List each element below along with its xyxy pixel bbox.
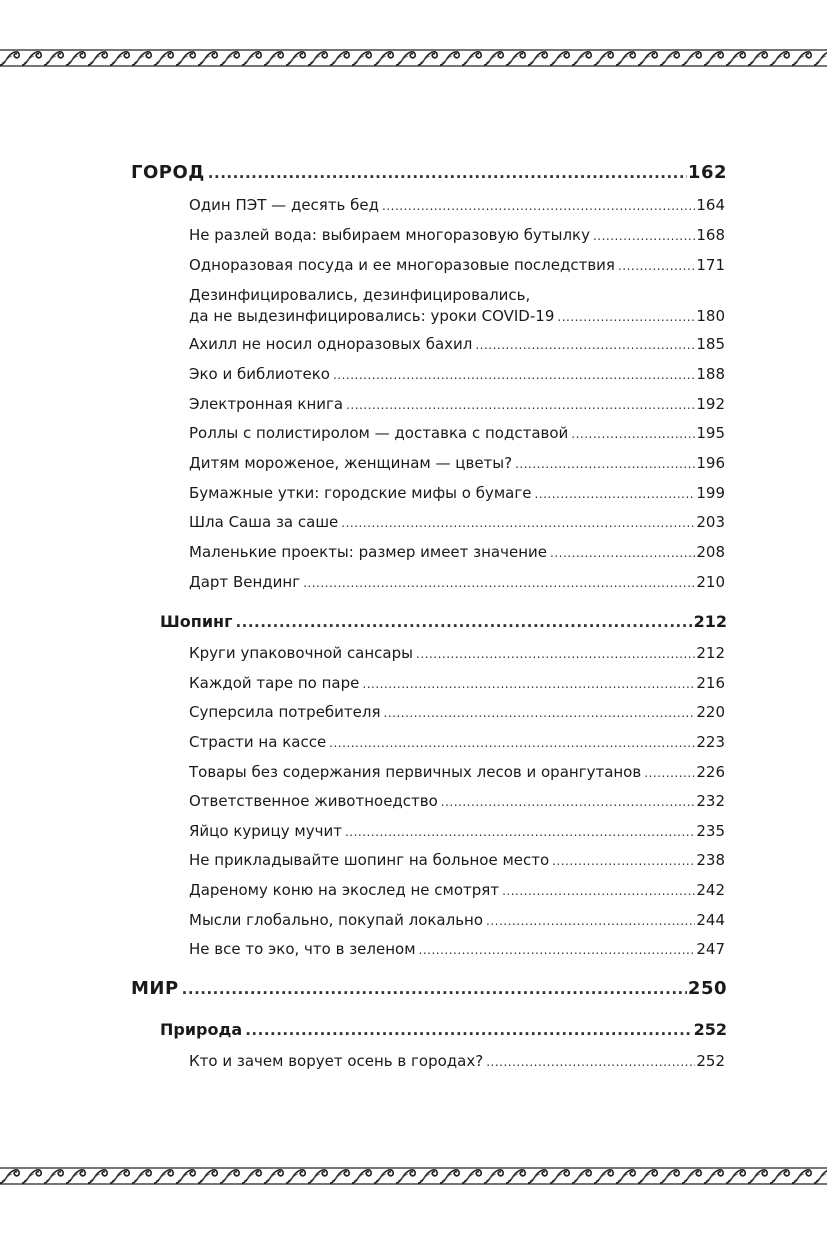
toc-section-title: ГОРОД xyxy=(131,162,205,183)
toc-entry-line2 xyxy=(189,306,725,328)
toc-entry-title: Не прикладывайте шопинг на больное место xyxy=(189,851,550,869)
toc-entry-title: Круги упаковочной сансары xyxy=(189,644,413,662)
toc-entry[interactable] xyxy=(189,851,725,869)
toc-page-number: 212 xyxy=(696,644,725,662)
toc-page-number: 252 xyxy=(693,1020,727,1039)
toc-leader-dots xyxy=(475,338,695,352)
toc-page-number: 210 xyxy=(696,573,725,591)
toc-entry[interactable] xyxy=(189,573,725,591)
toc-subsection-title: Природа xyxy=(160,1020,243,1039)
toc-leader-dots xyxy=(571,427,695,441)
toc-entry[interactable] xyxy=(189,822,725,840)
toc-leader-dots xyxy=(502,884,695,898)
toc-entry-title: Не все то эко, что в зеленом xyxy=(189,940,416,958)
toc-leader-dots xyxy=(182,980,687,998)
toc-entry[interactable] xyxy=(189,484,725,502)
toc-leader-dots xyxy=(552,854,695,868)
toc-entry[interactable] xyxy=(189,674,725,692)
toc-page-number: 164 xyxy=(696,196,725,214)
toc-entry-title: Кто и зачем ворует осень в городах? xyxy=(189,1052,484,1070)
toc-entry-title: Товары без содержания первичных лесов и орангутанов xyxy=(189,763,642,781)
toc-page-number: 232 xyxy=(696,792,725,810)
toc-entry-title: Страсти на кассе xyxy=(189,733,327,751)
toc-leader-dots xyxy=(644,766,695,780)
toc-entry-multiline[interactable] xyxy=(189,285,725,328)
toc-leader-dots xyxy=(345,825,695,839)
toc-entry-title: Эко и библиотеко xyxy=(189,365,330,383)
toc-entry-title: Маленькие проекты: размер имеет значение xyxy=(189,543,548,561)
toc-leader-dots xyxy=(362,677,695,691)
toc-subsection-priroda[interactable] xyxy=(160,1020,727,1039)
toc-leader-dots xyxy=(534,487,695,501)
toc-entry[interactable] xyxy=(189,196,725,214)
toc-page-number: 168 xyxy=(696,226,725,244)
toc-page-number: 235 xyxy=(696,822,725,840)
toc-leader-dots xyxy=(486,1055,695,1069)
toc-entry-title: Не разлей вода: выбираем многоразовую бутылку xyxy=(189,226,590,244)
toc-subsection-shoping[interactable] xyxy=(160,612,727,631)
toc-page-number: 250 xyxy=(687,978,727,999)
toc-entry[interactable] xyxy=(189,395,725,413)
toc-leader-dots xyxy=(550,546,695,560)
toc-page-number: 212 xyxy=(693,612,727,631)
toc-entry-title: Каждой таре по паре xyxy=(189,674,360,692)
toc-leader-dots xyxy=(515,457,695,471)
toc-leader-dots xyxy=(329,736,695,750)
toc-entry[interactable] xyxy=(189,792,725,810)
toc-entry[interactable] xyxy=(189,703,725,721)
toc-page-number: 192 xyxy=(696,395,725,413)
toc-leader-dots xyxy=(382,199,695,213)
toc-leader-dots xyxy=(303,576,695,590)
toc-entry-title: Роллы с полистиролом — доставка с подставой xyxy=(189,424,569,442)
toc-page-number: 247 xyxy=(696,940,725,958)
toc-page-number: 226 xyxy=(696,763,725,781)
toc-entry[interactable] xyxy=(189,911,725,929)
toc-entry[interactable] xyxy=(189,940,725,958)
toc-page-number: 188 xyxy=(696,365,725,383)
toc-entry[interactable] xyxy=(189,335,725,353)
toc-entry[interactable] xyxy=(189,365,725,383)
toc-subsection-title: Шопинг xyxy=(160,612,233,631)
toc-section-title: МИР xyxy=(131,978,179,999)
toc-page-number: 162 xyxy=(687,162,727,183)
toc-entry[interactable] xyxy=(189,256,725,274)
toc-entry-title: Суперсила потребителя xyxy=(189,703,381,721)
toc-leader-dots xyxy=(235,613,692,631)
toc-entry[interactable] xyxy=(189,513,725,531)
toc-entry-title: да не выдезинфицировались: уроки COVID-19 xyxy=(189,307,555,325)
toc-entry[interactable] xyxy=(189,226,725,244)
toc-page-number: 199 xyxy=(696,484,725,502)
toc-entry-title: Яйцо курицу мучит xyxy=(189,822,342,840)
toc-page-number: 244 xyxy=(696,911,725,929)
toc-entry-title: Дарт Вендинг xyxy=(189,573,301,591)
toc-entry[interactable] xyxy=(189,543,725,561)
toc-page-number: 171 xyxy=(696,256,725,274)
toc-entry[interactable] xyxy=(189,1052,725,1070)
toc-entry-title-line1: Дезинфицировались, дезинфицировались, xyxy=(189,286,531,304)
toc-page-number: 220 xyxy=(696,703,725,721)
toc-leader-dots xyxy=(384,706,696,720)
toc-leader-dots xyxy=(416,647,695,661)
toc-entry-title: Шла Саша за саше xyxy=(189,513,339,531)
toc-entry[interactable] xyxy=(189,733,725,751)
toc-entry[interactable] xyxy=(189,763,725,781)
toc-page-number: 195 xyxy=(696,424,725,442)
toc-leader-dots xyxy=(618,259,695,273)
toc-entry[interactable] xyxy=(189,881,725,899)
toc-leader-dots xyxy=(208,164,687,182)
toc-page-number: 203 xyxy=(696,513,725,531)
toc-page-number: 242 xyxy=(696,881,725,899)
toc-leader-dots xyxy=(486,914,695,928)
toc-page-number: 238 xyxy=(696,851,725,869)
toc-entry-title: Ответственное животноедство xyxy=(189,792,438,810)
toc-leader-dots xyxy=(333,368,695,382)
toc-page-number: 180 xyxy=(696,307,725,325)
toc-page-number: 185 xyxy=(696,335,725,353)
toc-page-number: 216 xyxy=(696,674,725,692)
toc-leader-dots xyxy=(441,795,696,809)
toc-page-number: 208 xyxy=(696,543,725,561)
toc-entry-title: Бумажные утки: городские мифы о бумаге xyxy=(189,484,532,502)
toc-entry-title: Электронная книга xyxy=(189,395,344,413)
toc-entry[interactable] xyxy=(189,644,725,662)
toc-entry-title: Одноразовая посуда и ее многоразовые последствия xyxy=(189,256,615,274)
toc-section-mir[interactable] xyxy=(131,978,727,999)
toc-entry-title: Мысли глобально, покупай локально xyxy=(189,911,484,929)
toc-page-number: 252 xyxy=(696,1052,725,1070)
toc-leader-dots xyxy=(341,516,695,530)
toc-page-number: 196 xyxy=(696,454,725,472)
toc-leader-dots xyxy=(346,398,695,412)
top-ornamental-border xyxy=(0,45,827,71)
toc-entry-title: Один ПЭТ — десять бед xyxy=(189,196,380,214)
toc-entry[interactable] xyxy=(189,454,725,472)
toc-leader-dots xyxy=(419,943,696,957)
toc-entry[interactable] xyxy=(189,424,725,442)
toc-section-gorod[interactable] xyxy=(131,162,727,183)
toc-entry-title: Дитям мороженое, женщинам — цветы? xyxy=(189,454,513,472)
toc-entry-title: Ахилл не носил одноразовых бахил xyxy=(189,335,473,353)
toc-page-number: 223 xyxy=(696,733,725,751)
toc-leader-dots xyxy=(593,229,695,243)
toc-leader-dots xyxy=(245,1021,692,1039)
bottom-ornamental-border xyxy=(0,1163,827,1189)
toc-entry-title: Дареному коню на экослед не смотрят xyxy=(189,881,500,899)
toc-leader-dots xyxy=(557,307,695,328)
